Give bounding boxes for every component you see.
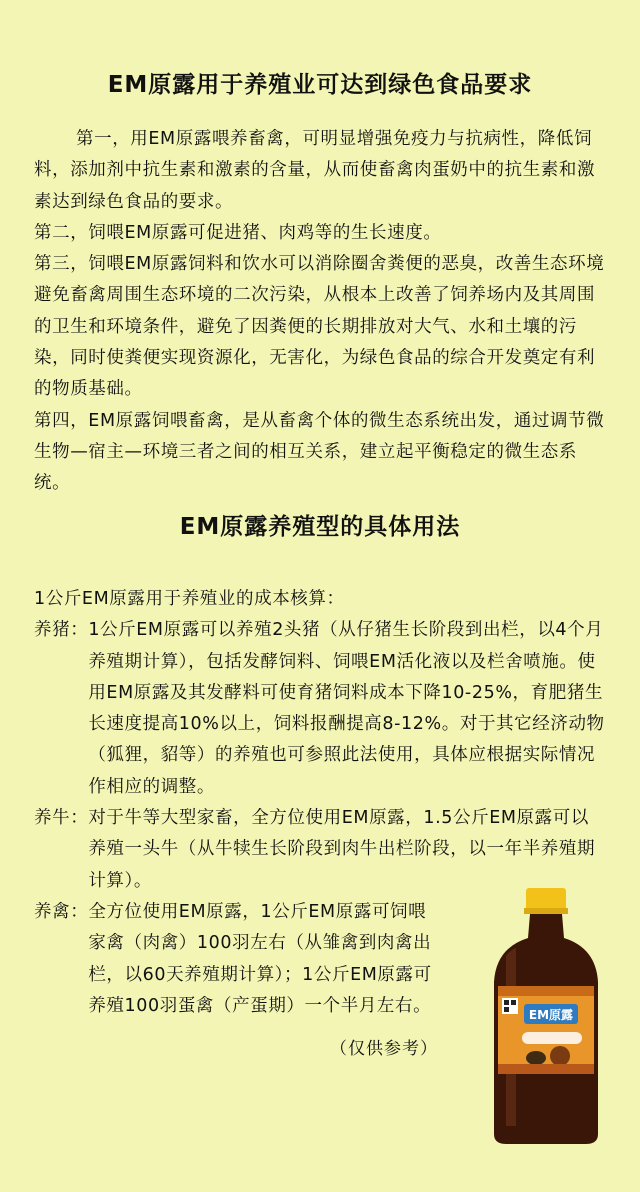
usage-pig [34, 615, 606, 803]
point-3: 第三，饲喂EM原露饲料和饮水可以消除圈舍粪便的恶臭，改善生态环境避免畜禽周围生态环境的二次污染，从根本上改善了饲养场内及其周围的卫生和环境条件，避免了因粪便的长期排放对大气、水和土壤的污染，同时使粪便实现资源化，无害化，为绿色食品的综合开发奠定有利的物质基础。 [34, 254, 605, 400]
usage-poultry-label: 养禽： [34, 901, 89, 922]
bottle-label-text: EM原露 [528, 1008, 574, 1022]
main-title: EM原露用于养殖业可达到绿色食品要求 [107, 72, 533, 98]
product-bottle-image [486, 886, 606, 1146]
usage-pig-text: 1公斤EM原露可以养殖2头猪（从仔猪生长阶段到出栏，以4个月养殖期计算），包括发酵饲料、饲喂EM活化液以及栏舍喷施。使用EM原露及其发酵料可使育猪饲料成本下降10-25%，育肥猪生长速度提高10%以上，饲料报酬提高8-12%。对于其它经济动物（狐狸，貂等）的养殖也可参照此法使用，具体应根据实际情况作相应的调整。 [88, 620, 605, 797]
usage-cattle [34, 803, 606, 897]
point-4: 第四，EM原露饲喂畜禽，是从畜禽个体的微生态系统出发，通过调节微生物—宿主—环境三者之间的相互关系，建立起平衡稳定的微生态系统。 [34, 410, 605, 494]
reference-note: （仅供参考） [330, 1039, 438, 1059]
usage-poultry-text: 全方位使用EM原露，1公斤EM原露可饲喂家禽（肉禽）100羽左右（从雏禽到肉禽出栏，以60天养殖期计算）；1公斤EM原露可养殖100羽蛋禽（产蛋期）一个半月左右。 [88, 901, 432, 1016]
usage-pig-label: 养猪： [34, 620, 89, 641]
usage-cattle-label: 养牛： [34, 808, 89, 829]
benefits-section [34, 124, 606, 500]
cost-heading: 1公斤EM原露用于养殖业的成本核算： [34, 589, 345, 609]
usage-title: EM原露养殖型的具体用法 [179, 514, 461, 540]
usage-cattle-text: 对于牛等大型家畜，全方位使用EM原露，1.5公斤EM原露可以养殖一头牛（从牛犊生长阶段到肉牛出栏阶段，以一年半养殖期计算）。 [88, 808, 596, 891]
point-1: 第一，用EM原露喂养畜禽，可明显增强免疫力与抗病性，降低饲料，添加剂中抗生素和激素的含量，从而使畜禽肉蛋奶中的抗生素和激素达到绿色食品的要求。 [34, 129, 596, 212]
point-2: 第二，饲喂EM原露可促进猪、肉鸡等的生长速度。 [34, 222, 442, 243]
